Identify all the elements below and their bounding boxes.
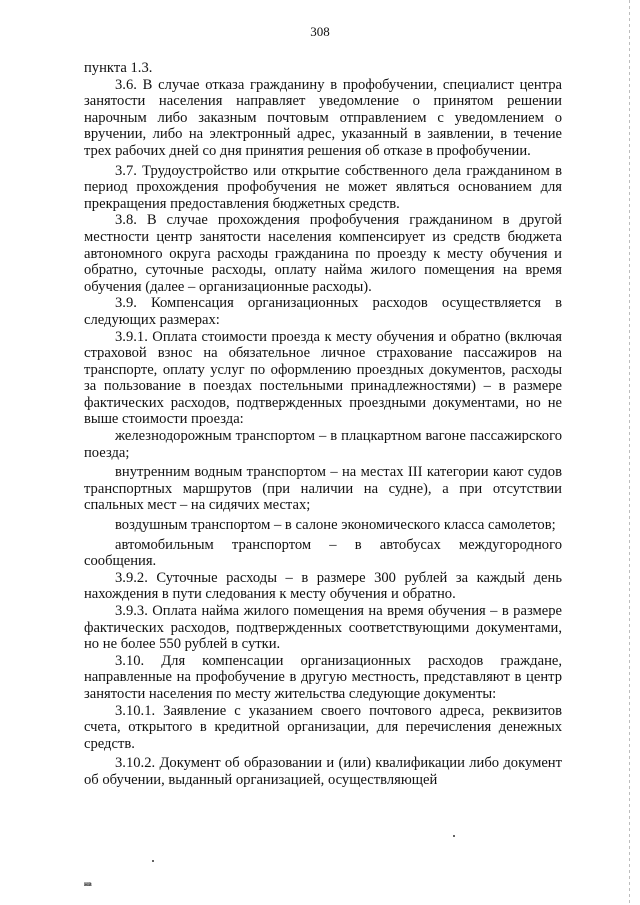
paragraph-3-9: 3.9. Компенсация организационных расходов осуществляется в следующих размерах: <box>84 295 562 328</box>
scan-dot <box>152 860 154 862</box>
paragraph-3-10-2: 3.10.2. Документ об образовании и (или) квалификации либо документ об обучении, выданный организацией, осуществляющей <box>84 755 562 788</box>
paragraph-air-transport: воздушным транспортом – в салоне экономического класса самолетов; <box>115 517 556 534</box>
paragraph-rail-transport: железнодорожным транспортом – в плацкартном вагоне пассажирского поезда; <box>84 428 562 461</box>
scan-dot <box>453 835 455 837</box>
paragraph-3-9-2: 3.9.2. Суточные расходы – в размере 300 рублей за каждый день нахождения в пути следования к месту обучения и обратно. <box>84 569 562 603</box>
paragraph-3-9-3: 3.9.3. Оплата найма жилого помещения на время обучения – в размере фактических расходов, подтвержденных соответствующими документами, но не более 550 рублей в сутки. <box>84 603 562 653</box>
scan-edge-line <box>629 0 630 905</box>
paragraph-3-7: 3.7. Трудоустройство или открытие собственного дела гражданином в период прохождения профобучения не может являться основанием для прекращения предоставления бюджетных средств. <box>84 162 562 212</box>
paragraph-3-6: 3.6. В случае отказа гражданину в профобучении, специалист центра занятости населения направляет уведомление о принятом решении нарочным либо заказным почтовым отправлением с уведомлением о вручении, либо на электронный адрес, указанный в заявлении, в течение трех рабочих дней со дня принятия решения об отказе в профобучении. <box>84 76 562 159</box>
footer-initials-mark: нв <box>84 880 92 888</box>
paragraph-3-8: 3.8. В случае прохождения профобучения гражданином в другой местности центр занятости населения компенсирует из средств бюджета автономного округа расходы гражданина по проезду к месту обучения и обратно, суточные расходы, оплату найма жилого помещения на время обучения (далее – организационные расходы). <box>84 212 562 295</box>
paragraph-continuation: пункта 1.3. <box>84 60 153 76</box>
page-number: 308 <box>310 24 330 39</box>
paragraph-3-9-1: 3.9.1. Оплата стоимости проезда к месту обучения и обратно (включая страховой взнос на обязательное личное страхование пассажиров на транспорте, оплату услуг по оформлению проездных документов, расходы за пользование в поездах постельными принадлежностями) – в размере фактических расходов, подтвержденных проездными документами, но не выше стоимости проезда: <box>84 328 562 428</box>
paragraph-road-transport: автомобильным транспортом – в автобусах междугородного сообщения. <box>84 536 562 570</box>
paragraph-3-10-1: 3.10.1. Заявление с указанием своего почтового адреса, реквизитов счета, открытого в кредитной организации, для перечисления денежных средств. <box>84 702 562 752</box>
paragraph-water-transport: внутренним водным транспортом – на местах III категории кают судов транспортных маршрутов (при наличии на судне), а при отсутствии спальных мест – на сидячих местах; <box>84 464 562 514</box>
paragraph-3-10: 3.10. Для компенсации организационных расходов граждане, направленные на профобучение в другую местность, представляют в центр занятости населения по месту жительства следующие документы: <box>84 652 562 702</box>
document-body <box>84 60 562 789</box>
